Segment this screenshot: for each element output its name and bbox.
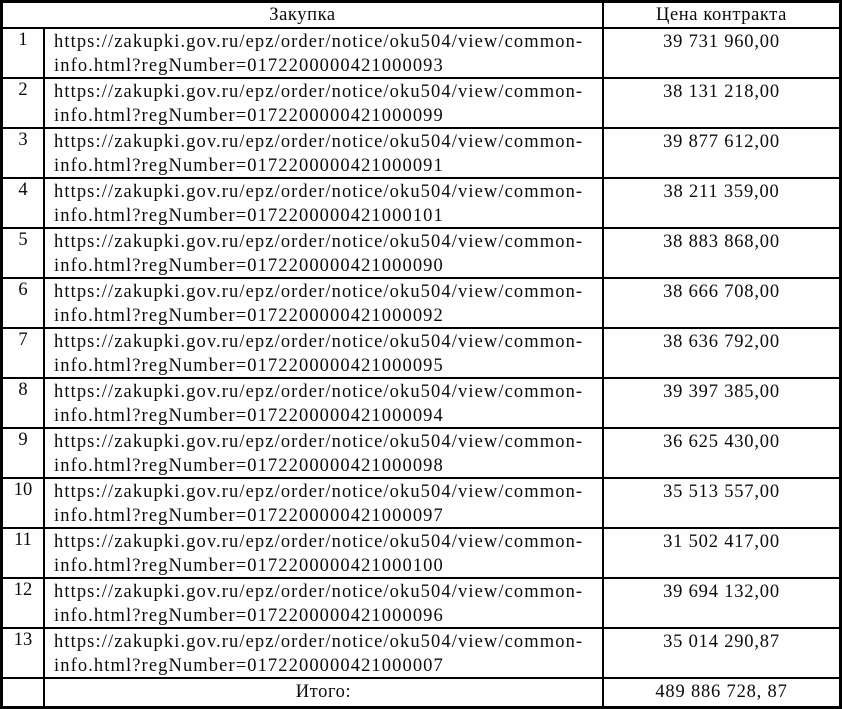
purchase-url-line2: info.html?regNumber=0172200000421000101 [54,206,444,226]
total-label: Итого: [45,679,604,706]
total-row-empty-cell [3,679,45,706]
purchase-url-line2: info.html?regNumber=0172200000421000098 [54,456,444,476]
purchase-url-cell [45,379,604,427]
row-number: 5 [3,229,45,277]
purchase-url-line1: https://zakupki.gov.ru/epz/order/notice/oku504/view/common- [54,232,584,252]
contract-price: 39 731 960,00 [663,32,780,52]
column-header-zakupka: Закупка [3,3,604,27]
row-number: 3 [3,129,45,177]
total-price: 489 886 728, 87 [655,682,788,702]
purchase-url-line2: info.html?regNumber=0172200000421000007 [54,656,444,676]
purchase-url-line2: info.html?regNumber=0172200000421000094 [54,406,444,426]
purchase-url-line2: info.html?regNumber=0172200000421000090 [54,256,444,276]
table-row [3,429,839,479]
purchase-url-line1: https://zakupki.gov.ru/epz/order/notice/oku504/view/common- [54,382,584,402]
purchase-url-cell [45,629,604,677]
row-number: 12 [3,579,45,627]
table-row [3,29,839,79]
table-header-row [3,3,839,29]
purchase-url-line1: https://zakupki.gov.ru/epz/order/notice/oku504/view/common- [54,582,584,602]
row-number: 6 [3,279,45,327]
contract-price: 35 513 557,00 [663,482,780,502]
purchase-url-line2: info.html?regNumber=0172200000421000091 [54,156,444,176]
contract-price: 38 883 868,00 [663,232,780,252]
purchase-url-line1: https://zakupki.gov.ru/epz/order/notice/oku504/view/common- [54,282,584,302]
purchase-url-line1: https://zakupki.gov.ru/epz/order/notice/oku504/view/common- [54,482,584,502]
row-number: 4 [3,179,45,227]
contract-price: 38 211 359,00 [663,182,780,202]
purchase-url-line2: info.html?regNumber=0172200000421000100 [54,556,444,576]
contract-price: 39 877 612,00 [663,132,780,152]
purchase-url-cell [45,79,604,127]
table-row [3,129,839,179]
contract-price: 36 625 430,00 [663,432,780,452]
purchase-url-cell [45,529,604,577]
purchase-url-line2: info.html?regNumber=0172200000421000095 [54,356,444,376]
table-row [3,529,839,579]
row-number: 11 [3,529,45,577]
table-row [3,579,839,629]
contract-price: 38 131 218,00 [663,82,780,102]
purchase-url-cell [45,429,604,477]
purchase-url-cell [45,229,604,277]
purchase-url-line2: info.html?regNumber=0172200000421000093 [54,56,444,76]
contract-price: 31 502 417,00 [663,532,780,552]
purchase-url-cell [45,579,604,627]
contract-price: 35 014 290,87 [663,632,780,652]
purchase-url-line2: info.html?regNumber=0172200000421000096 [54,606,444,626]
contract-price: 38 636 792,00 [663,332,780,352]
table-row [3,479,839,529]
contract-price: 38 666 708,00 [663,282,780,302]
purchase-url-line1: https://zakupki.gov.ru/epz/order/notice/oku504/view/common- [54,432,584,452]
row-number: 10 [3,479,45,527]
purchase-url-cell [45,479,604,527]
row-number: 2 [3,79,45,127]
row-number: 7 [3,329,45,377]
table-row [3,629,839,679]
table-row [3,329,839,379]
table-row [3,379,839,429]
purchase-url-line2: info.html?regNumber=0172200000421000099 [54,106,444,126]
table-row [3,79,839,129]
purchase-url-line1: https://zakupki.gov.ru/epz/order/notice/oku504/view/common- [54,332,584,352]
purchase-url-line1: https://zakupki.gov.ru/epz/order/notice/oku504/view/common- [54,132,584,152]
purchase-url-cell [45,29,604,77]
purchase-url-line2: info.html?regNumber=0172200000421000097 [54,506,444,526]
purchase-url-line2: info.html?regNumber=0172200000421000092 [54,306,444,326]
purchase-url-cell [45,279,604,327]
purchase-url-cell [45,329,604,377]
row-number: 9 [3,429,45,477]
purchase-url-line1: https://zakupki.gov.ru/epz/order/notice/oku504/view/common- [54,82,584,102]
table-row [3,179,839,229]
purchase-url-cell [45,129,604,177]
row-number: 13 [3,629,45,677]
purchase-url-line1: https://zakupki.gov.ru/epz/order/notice/oku504/view/common- [54,532,584,552]
purchase-url-line1: https://zakupki.gov.ru/epz/order/notice/oku504/view/common- [54,632,584,652]
row-number: 8 [3,379,45,427]
table-row [3,279,839,329]
purchase-url-cell [45,179,604,227]
table-row [3,229,839,279]
column-header-contract-price: Цена контракта [656,4,787,25]
contract-price: 39 694 132,00 [663,582,780,602]
purchase-url-line1: https://zakupki.gov.ru/epz/order/notice/oku504/view/common- [54,32,584,52]
total-row [3,679,839,706]
purchase-url-line1: https://zakupki.gov.ru/epz/order/notice/oku504/view/common- [54,182,584,202]
row-number: 1 [3,29,45,77]
contract-price: 39 397 385,00 [663,382,780,402]
